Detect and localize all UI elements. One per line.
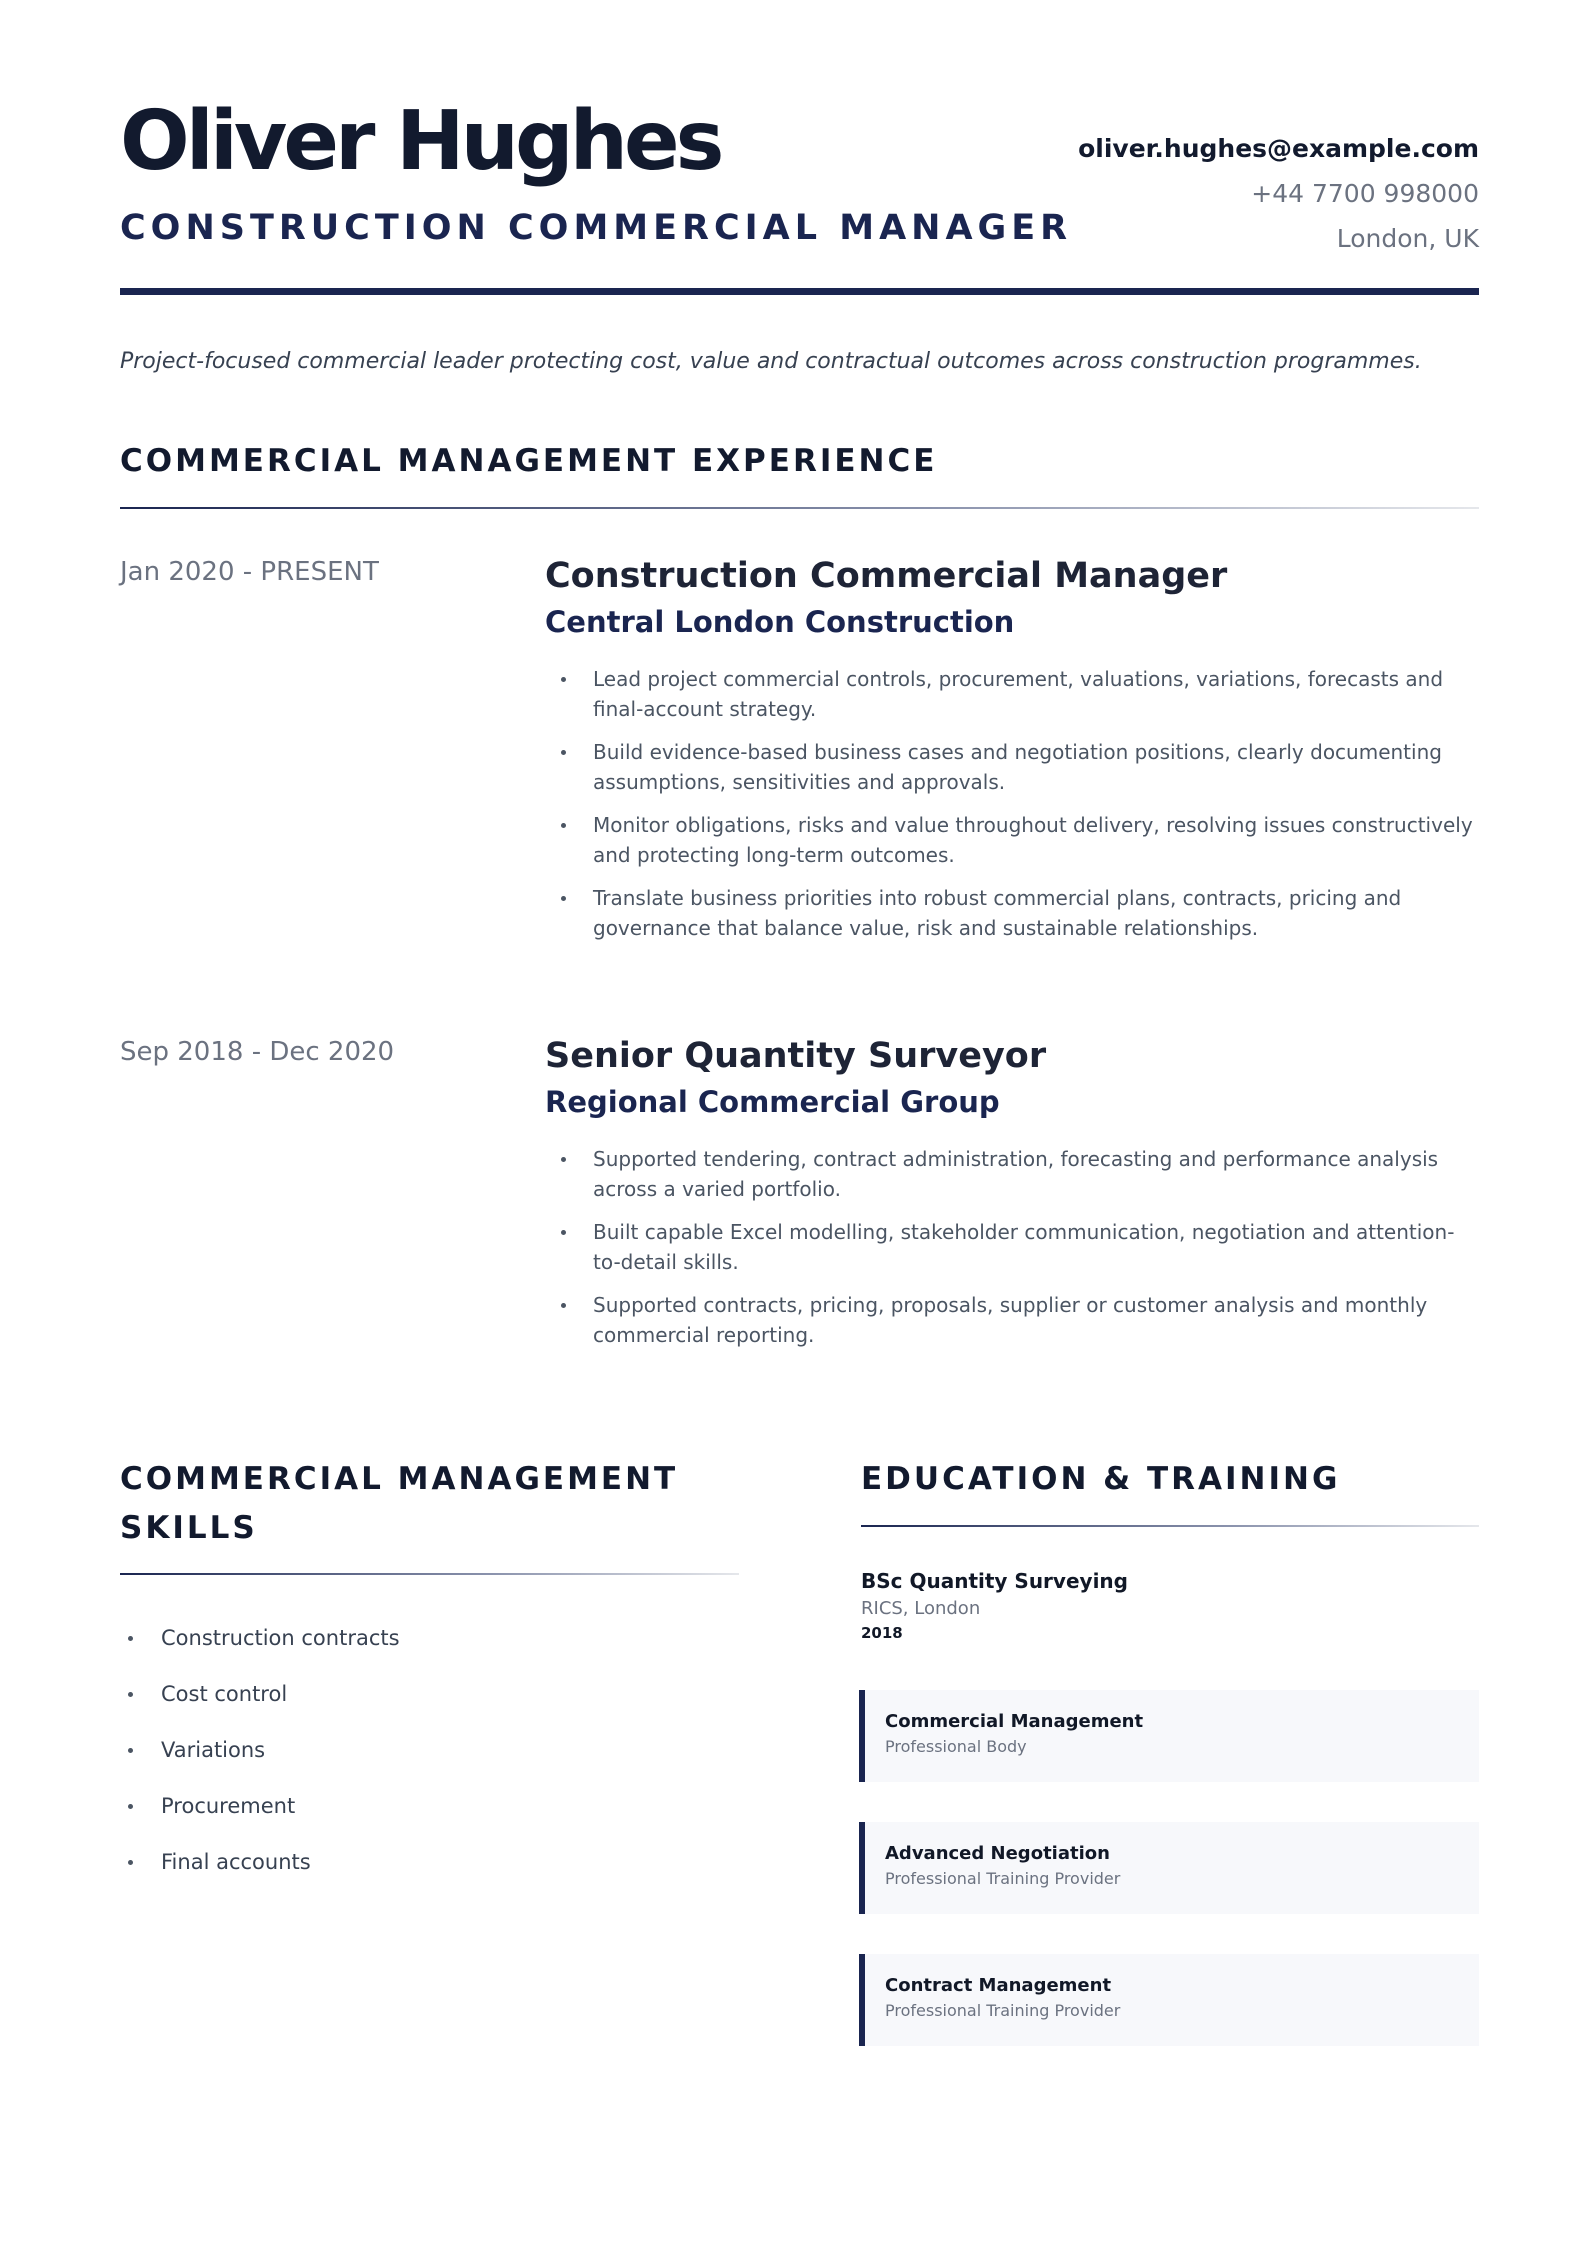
degree-name: BSc Quantity Surveying: [861, 1569, 1128, 1593]
profile-summary: Project-focused commercial leader protecting cost, value and contractual outcomes across construction programmes.: [120, 349, 1422, 374]
skills-heading-line2: SKILLS: [120, 1510, 258, 1546]
job-dates: Jan 2020 - PRESENT: [120, 557, 379, 587]
header-divider: [120, 288, 1479, 295]
job-responsibilities: [545, 664, 1480, 943]
skill-item: Cost control: [120, 1674, 400, 1730]
job-bullet: Built capable Excel modelling, stakeholder communication, negotiation and attention-to-detail skills.: [545, 1217, 1480, 1277]
job-bullet: Supported tendering, contract administration, forecasting and performance analysis across a varied portfolio.: [545, 1144, 1480, 1204]
job-dates: Sep 2018 - Dec 2020: [120, 1037, 395, 1067]
candidate-name: Oliver Hughes: [120, 94, 721, 189]
skill-item: Final accounts: [120, 1842, 400, 1898]
candidate-title: CONSTRUCTION COMMERCIAL MANAGER: [120, 208, 1073, 248]
certification-provider: Professional Body: [885, 1737, 1027, 1756]
contact-block: [1078, 126, 1479, 261]
skills-list: [120, 1618, 400, 1898]
job-company: Central London Construction: [545, 605, 1015, 639]
skill-item: Procurement: [120, 1786, 400, 1842]
job-details: [545, 554, 1480, 956]
skills-heading-line1: COMMERCIAL MANAGEMENT: [120, 1461, 679, 1497]
job-details: [545, 1034, 1480, 1363]
degree-institution: RICS, London: [861, 1598, 981, 1619]
education-divider: [861, 1525, 1479, 1527]
education-heading: EDUCATION & TRAINING: [861, 1461, 1341, 1497]
certification-name: Advanced Negotiation: [885, 1843, 1110, 1864]
contact-phone[interactable]: +44 7700 998000: [1251, 179, 1479, 208]
experience-heading: COMMERCIAL MANAGEMENT EXPERIENCE: [120, 443, 938, 479]
certification-card: [859, 1822, 1479, 1914]
job-bullet: Supported contracts, pricing, proposals, supplier or customer analysis and monthly commercial reporting.: [545, 1290, 1480, 1350]
certification-provider: Professional Training Provider: [885, 2001, 1121, 2020]
degree-entry: [861, 1566, 1128, 1644]
job-company: Regional Commercial Group: [545, 1085, 1000, 1119]
experience-divider: [120, 507, 1479, 509]
job-bullet: Build evidence-based business cases and negotiation positions, clearly documenting assumptions, sensitivities and approvals.: [545, 737, 1480, 797]
skills-divider: [120, 1573, 739, 1575]
job-bullet: Translate business priorities into robust commercial plans, contracts, pricing and governance that balance value, risk and sustainable relationships.: [545, 883, 1480, 943]
job-title: Senior Quantity Surveyor: [545, 1036, 1047, 1076]
certification-provider: Professional Training Provider: [885, 1869, 1121, 1888]
certification-name: Commercial Management: [885, 1711, 1144, 1732]
certification-card: [859, 1690, 1479, 1782]
job-bullet: Monitor obligations, risks and value throughout delivery, resolving issues constructively and protecting long-term outcomes.: [545, 810, 1480, 870]
job-responsibilities: [545, 1144, 1480, 1350]
certification-name: Contract Management: [885, 1975, 1112, 1996]
degree-year: 2018: [861, 1624, 903, 1642]
contact-email[interactable]: oliver.hughes@example.com: [1078, 134, 1479, 163]
contact-location: London, UK: [1336, 224, 1479, 253]
skill-item: Variations: [120, 1730, 400, 1786]
job-bullet: Lead project commercial controls, procurement, valuations, variations, forecasts and final-account strategy.: [545, 664, 1480, 724]
skill-item: Construction contracts: [120, 1618, 400, 1674]
certification-card: [859, 1954, 1479, 2046]
job-title: Construction Commercial Manager: [545, 556, 1228, 596]
skills-heading: [120, 1455, 760, 1553]
